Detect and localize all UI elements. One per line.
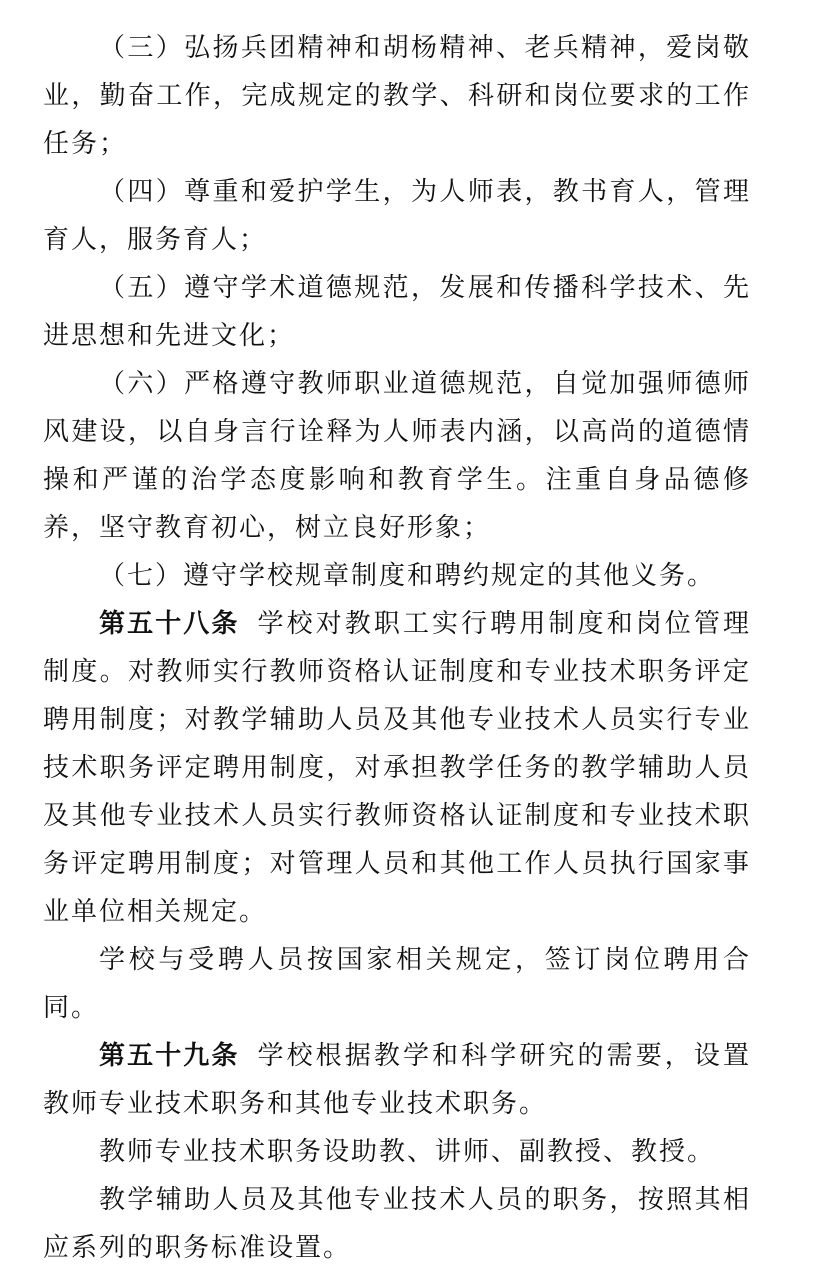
document-page [43, 24, 751, 1272]
paragraph-item-6 [43, 360, 751, 552]
paragraph-item-7 [43, 552, 751, 600]
paragraph-item-3 [43, 24, 751, 168]
paragraph-text: （五）遵守学术道德规范，发展和传播科学技术、先进思想和先进文化； [43, 273, 751, 351]
article-59 [43, 1032, 751, 1128]
article-59-text: 学校根据教学和科学研究的需要，设置教师专业技术职务和其他专业技术职务。 [43, 1041, 751, 1119]
paragraph-text: （三）弘扬兵团精神和胡杨精神、老兵精神，爱岗敬业，勤奋工作，完成规定的教学、科研和岗位要求的工作任务； [43, 33, 751, 159]
article-58-heading: 第五十八条 [99, 609, 240, 639]
article-59-heading: 第五十九条 [99, 1041, 240, 1071]
article-58-text: 学校对教职工实行聘用制度和岗位管理制度。对教师实行教师资格认证制度和专业技术职务评定聘用制度；对教学辅助人员及其他专业技术人员实行专业技术职务评定聘用制度，对承担教学任务的教学辅助人员及其他专业技术人员实行教师资格认证制度和专业技术职务评定聘用制度；对管理人员和其他工作人员执行国家事业单位相关规定。 [43, 609, 751, 927]
paragraph-text: （四）尊重和爱护学生，为人师表，教书育人，管理育人，服务育人； [43, 177, 751, 255]
paragraph-text: 学校与受聘人员按国家相关规定，签订岗位聘用合同。 [43, 945, 751, 1023]
auxiliary-staff-titles [43, 1176, 751, 1272]
article-58-contract [43, 936, 751, 1032]
teacher-titles [43, 1128, 751, 1176]
paragraph-text: 教学辅助人员及其他专业技术人员的职务，按照其相应系列的职务标准设置。 [43, 1185, 751, 1263]
paragraph-item-5 [43, 264, 751, 360]
paragraph-text: （七）遵守学校规章制度和聘约规定的其他义务。 [99, 561, 716, 591]
paragraph-item-4 [43, 168, 751, 264]
article-58 [43, 600, 751, 936]
paragraph-text: （六）严格遵守教师职业道德规范，自觉加强师德师风建设，以自身言行诠释为人师表内涵，以高尚的道德情操和严谨的治学态度影响和教育学生。注重自身品德修养，坚守教育初心，树立良好形象； [43, 369, 751, 543]
paragraph-text: 教师专业技术职务设助教、讲师、副教授、教授。 [99, 1137, 716, 1167]
